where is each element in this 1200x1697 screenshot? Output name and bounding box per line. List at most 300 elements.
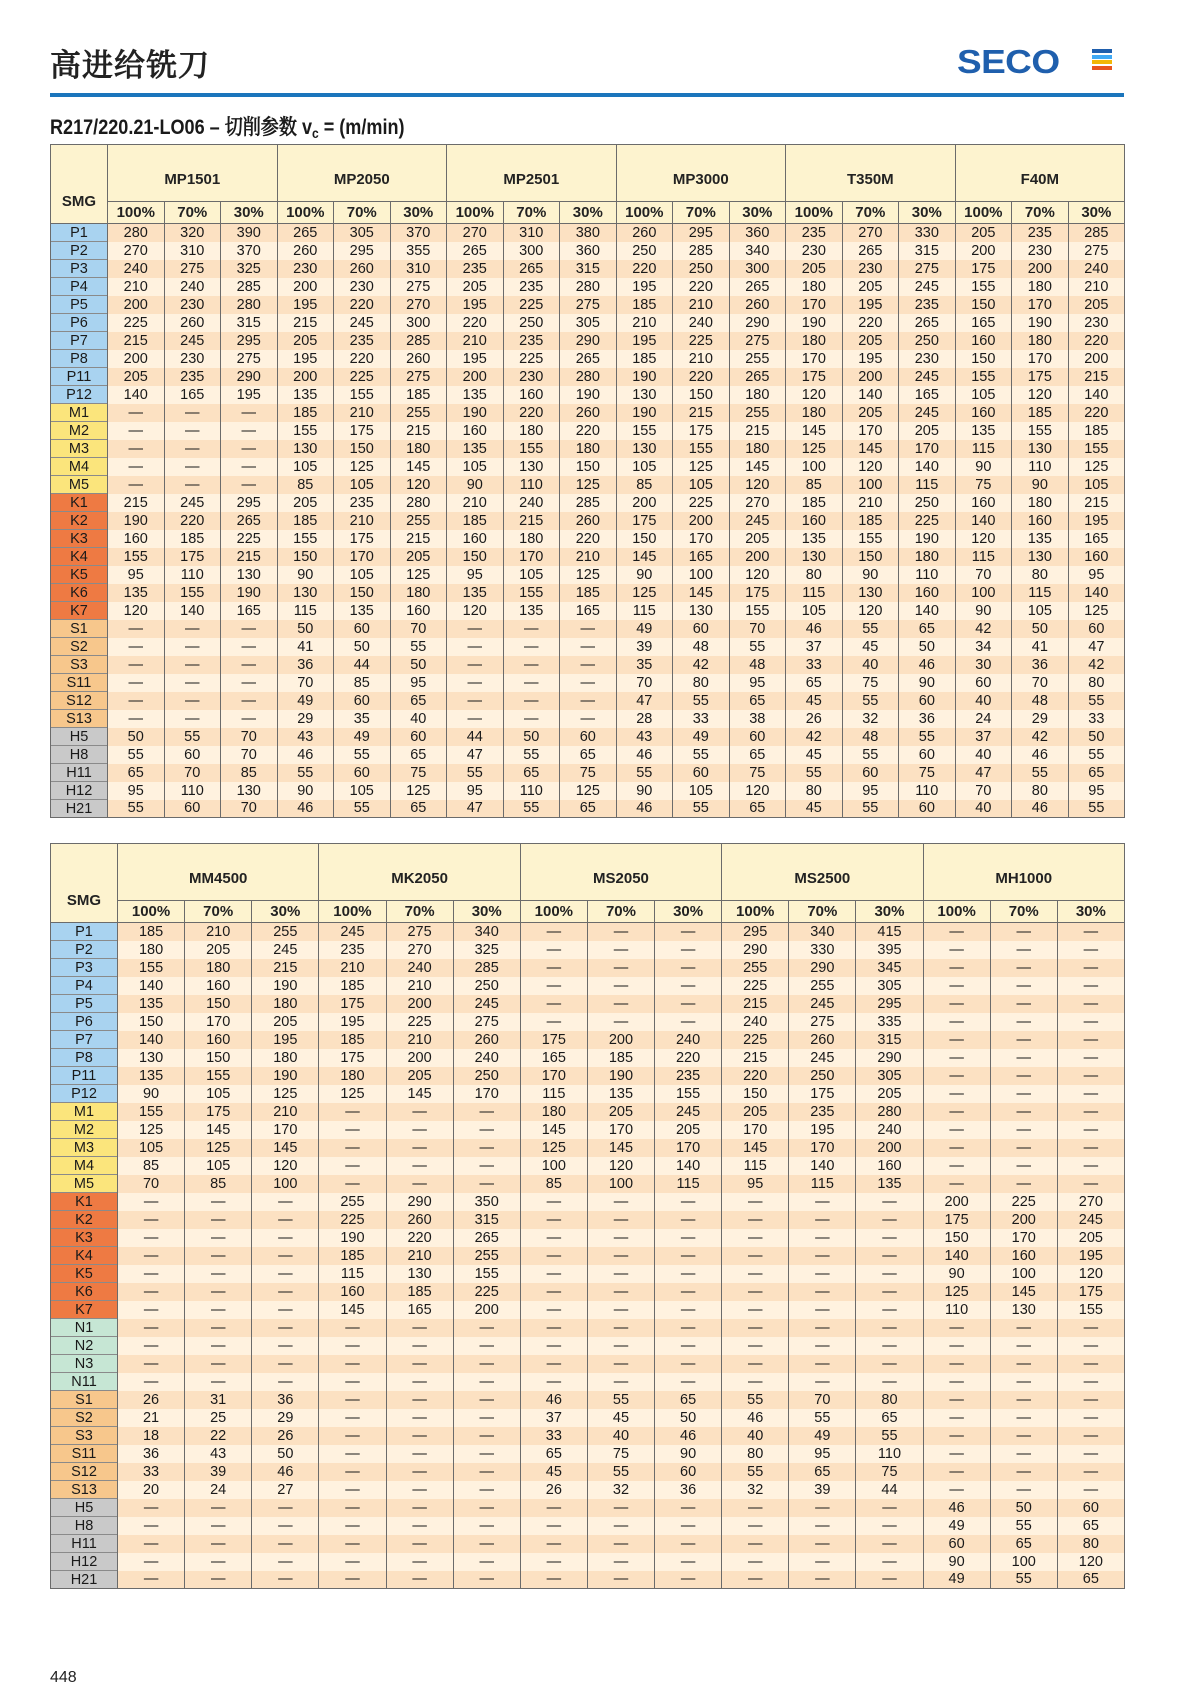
cutting-speed-cell: 165 (164, 386, 221, 404)
cutting-speed-cell: 250 (616, 242, 673, 260)
cutting-data-table-2 (50, 843, 1125, 1589)
cutting-speed-cell: — (185, 1373, 252, 1391)
cutting-speed-cell: — (587, 1301, 654, 1319)
cutting-speed-cell: 70 (221, 728, 278, 746)
engagement-percent-header: 100% (616, 202, 673, 224)
cutting-speed-cell: — (118, 1319, 185, 1337)
cutting-speed-cell: 46 (520, 1391, 587, 1409)
cutting-speed-cell: 220 (673, 368, 730, 386)
smg-cell: K7 (51, 1301, 118, 1319)
cutting-speed-cell: 50 (503, 728, 560, 746)
table-row (51, 512, 1125, 530)
cutting-speed-cell: 185 (277, 512, 334, 530)
cutting-speed-cell: 180 (503, 422, 560, 440)
cutting-speed-cell: 70 (221, 800, 278, 818)
cutting-speed-cell: 35 (616, 656, 673, 674)
cutting-speed-cell: 41 (277, 638, 334, 656)
cutting-speed-cell: — (185, 1211, 252, 1229)
smg-cell: K4 (51, 1247, 118, 1265)
smg-header: SMG (51, 844, 118, 923)
cutting-speed-cell: — (587, 1373, 654, 1391)
cutting-speed-cell: 105 (334, 566, 391, 584)
cutting-speed-cell: 130 (616, 440, 673, 458)
cutting-speed-cell: 390 (221, 224, 278, 242)
cutting-speed-cell: 180 (729, 440, 786, 458)
cutting-speed-cell: — (587, 1553, 654, 1571)
cutting-speed-cell: 215 (503, 512, 560, 530)
cutting-speed-cell: 225 (334, 368, 391, 386)
cutting-speed-cell: — (164, 404, 221, 422)
cutting-speed-cell: 185 (560, 584, 617, 602)
cutting-speed-cell: 105 (673, 782, 730, 800)
cutting-speed-cell: 135 (786, 530, 843, 548)
cutting-speed-cell: — (319, 1175, 386, 1193)
cutting-speed-cell: 120 (842, 602, 899, 620)
cutting-speed-cell: 220 (842, 314, 899, 332)
cutting-speed-cell: — (722, 1571, 789, 1589)
cutting-speed-cell: 245 (164, 332, 221, 350)
cutting-speed-cell: 225 (108, 314, 165, 332)
cutting-speed-cell: 36 (252, 1391, 319, 1409)
cutting-speed-cell: 115 (319, 1265, 386, 1283)
cutting-speed-cell: 245 (334, 314, 391, 332)
cutting-speed-cell: 235 (655, 1067, 722, 1085)
cutting-speed-cell: — (520, 1247, 587, 1265)
smg-cell: P8 (51, 1049, 118, 1067)
table-row (51, 710, 1125, 728)
cutting-speed-cell: 60 (334, 764, 391, 782)
cutting-speed-cell: 350 (453, 1193, 520, 1211)
engagement-percent-header: 100% (520, 901, 587, 923)
cutting-speed-cell: 60 (164, 746, 221, 764)
table-row (51, 1499, 1125, 1517)
cutting-speed-cell: 265 (729, 368, 786, 386)
cutting-speed-cell: 220 (503, 404, 560, 422)
cutting-speed-cell: 105 (118, 1139, 185, 1157)
cutting-speed-cell: 70 (118, 1175, 185, 1193)
cutting-speed-cell: — (789, 1283, 856, 1301)
cutting-speed-cell: 115 (277, 602, 334, 620)
cutting-speed-cell: — (655, 941, 722, 959)
cutting-speed-cell: 65 (655, 1391, 722, 1409)
smg-cell: N11 (51, 1373, 118, 1391)
cutting-speed-cell: 125 (185, 1139, 252, 1157)
cutting-speed-cell: — (386, 1535, 453, 1553)
cutting-speed-cell: 95 (390, 674, 447, 692)
cutting-speed-cell: 110 (856, 1445, 923, 1463)
cutting-speed-cell: — (990, 1337, 1057, 1355)
cutting-speed-cell: 290 (789, 959, 856, 977)
cutting-speed-cell: — (655, 1373, 722, 1391)
cutting-speed-cell: — (447, 638, 504, 656)
cutting-speed-cell: 355 (390, 242, 447, 260)
cutting-speed-cell: — (185, 1265, 252, 1283)
table-row (51, 1553, 1125, 1571)
cutting-speed-cell: — (108, 692, 165, 710)
smg-cell: H21 (51, 800, 108, 818)
cutting-speed-cell: 22 (185, 1427, 252, 1445)
table-row (51, 1301, 1125, 1319)
cutting-speed-cell: 230 (842, 260, 899, 278)
cutting-speed-cell: 125 (673, 458, 730, 476)
cutting-speed-cell: 315 (453, 1211, 520, 1229)
cutting-speed-cell: — (520, 1229, 587, 1247)
cutting-speed-cell: — (587, 1265, 654, 1283)
cutting-speed-cell: 18 (118, 1427, 185, 1445)
cutting-speed-cell: 210 (386, 977, 453, 995)
cutting-speed-cell: 290 (386, 1193, 453, 1211)
cutting-speed-cell: 47 (1068, 638, 1125, 656)
cutting-speed-cell: 155 (453, 1265, 520, 1283)
cutting-speed-cell: 215 (221, 548, 278, 566)
cutting-speed-cell: 225 (503, 296, 560, 314)
cutting-speed-cell: 265 (453, 1229, 520, 1247)
cutting-speed-cell: 95 (447, 566, 504, 584)
cutting-speed-cell: — (923, 1139, 990, 1157)
cutting-speed-cell: 55 (789, 1409, 856, 1427)
cutting-speed-cell: — (856, 1373, 923, 1391)
cutting-speed-cell: 40 (587, 1427, 654, 1445)
cutting-speed-cell: 205 (587, 1103, 654, 1121)
cutting-speed-cell: 50 (334, 638, 391, 656)
engagement-percent-header: 70% (990, 901, 1057, 923)
cutting-speed-cell: — (789, 1571, 856, 1589)
cutting-speed-cell: — (252, 1499, 319, 1517)
cutting-speed-cell: — (1057, 1391, 1124, 1409)
cutting-speed-cell: — (386, 1319, 453, 1337)
cutting-speed-cell: 340 (729, 242, 786, 260)
cutting-speed-cell: — (453, 1571, 520, 1589)
cutting-speed-cell: — (520, 1301, 587, 1319)
cutting-speed-cell: 205 (655, 1121, 722, 1139)
cutting-speed-cell: 70 (616, 674, 673, 692)
cutting-speed-cell: 205 (899, 422, 956, 440)
cutting-speed-cell: — (520, 1517, 587, 1535)
engagement-percent-header: 70% (842, 202, 899, 224)
cutting-speed-cell: 210 (108, 278, 165, 296)
cutting-speed-cell: 34 (955, 638, 1012, 656)
cutting-speed-cell: 175 (164, 548, 221, 566)
cutting-speed-cell: — (118, 1517, 185, 1535)
cutting-speed-cell: 220 (655, 1049, 722, 1067)
table-row (51, 368, 1125, 386)
cutting-speed-cell: 105 (277, 458, 334, 476)
cutting-speed-cell: 245 (729, 512, 786, 530)
table-row (51, 995, 1125, 1013)
cutting-speed-cell: 46 (277, 800, 334, 818)
smg-cell: K7 (51, 602, 108, 620)
cutting-speed-cell: — (386, 1337, 453, 1355)
cutting-speed-cell: 215 (252, 959, 319, 977)
cutting-speed-cell: 240 (453, 1049, 520, 1067)
engagement-percent-header: 100% (447, 202, 504, 224)
cutting-speed-cell: — (453, 1373, 520, 1391)
smg-cell: H8 (51, 1517, 118, 1535)
cutting-speed-cell: — (319, 1121, 386, 1139)
cutting-speed-cell: 270 (729, 494, 786, 512)
cutting-speed-cell: — (856, 1193, 923, 1211)
cutting-speed-cell: — (118, 1193, 185, 1211)
caption-subscript: c (312, 125, 319, 141)
cutting-speed-cell: — (319, 1427, 386, 1445)
table-row (51, 923, 1125, 941)
cutting-speed-cell: 180 (520, 1103, 587, 1121)
cutting-speed-cell: — (453, 1103, 520, 1121)
cutting-speed-cell: 120 (955, 530, 1012, 548)
cutting-speed-cell: — (453, 1139, 520, 1157)
cutting-speed-cell: 42 (786, 728, 843, 746)
table-row (51, 1175, 1125, 1193)
cutting-speed-cell: 240 (655, 1031, 722, 1049)
cutting-speed-cell: — (118, 1283, 185, 1301)
cutting-speed-cell: 145 (786, 422, 843, 440)
cutting-speed-cell: — (587, 1535, 654, 1553)
cutting-speed-cell: 200 (108, 296, 165, 314)
cutting-speed-cell: 195 (616, 278, 673, 296)
cutting-speed-cell: — (655, 1301, 722, 1319)
cutting-speed-cell: 90 (118, 1085, 185, 1103)
cutting-speed-cell: 41 (1012, 638, 1069, 656)
cutting-speed-cell: 135 (447, 386, 504, 404)
smg-cell: P4 (51, 278, 108, 296)
engagement-percent-header: 30% (560, 202, 617, 224)
cutting-speed-cell: 65 (503, 764, 560, 782)
cutting-speed-cell: — (856, 1553, 923, 1571)
table-row (51, 260, 1125, 278)
cutting-speed-cell: 200 (108, 350, 165, 368)
cutting-speed-cell: 245 (319, 923, 386, 941)
cutting-speed-cell: 48 (729, 656, 786, 674)
cutting-speed-cell: 70 (955, 782, 1012, 800)
cutting-speed-cell: 210 (334, 404, 391, 422)
cutting-speed-cell: — (386, 1445, 453, 1463)
cutting-speed-cell: — (789, 1337, 856, 1355)
cutting-speed-cell: — (185, 1229, 252, 1247)
cutting-speed-cell: 190 (899, 530, 956, 548)
cutting-speed-cell: 110 (923, 1301, 990, 1319)
cutting-speed-cell: — (221, 656, 278, 674)
cutting-speed-cell: 315 (856, 1031, 923, 1049)
cutting-speed-cell: — (447, 674, 504, 692)
cutting-speed-cell: 80 (1012, 782, 1069, 800)
cutting-speed-cell: 300 (390, 314, 447, 332)
cutting-speed-cell: 195 (1068, 512, 1125, 530)
cutting-speed-cell: 45 (842, 638, 899, 656)
engagement-percent-header: 70% (673, 202, 730, 224)
cutting-speed-cell: 60 (334, 620, 391, 638)
cutting-speed-cell: 260 (560, 512, 617, 530)
cutting-speed-cell: 150 (955, 350, 1012, 368)
cutting-speed-cell: 24 (185, 1481, 252, 1499)
engagement-percent-header: 100% (722, 901, 789, 923)
cutting-speed-cell: 75 (842, 674, 899, 692)
cutting-speed-cell: — (1057, 1463, 1124, 1481)
cutting-speed-cell: 135 (447, 440, 504, 458)
cutting-speed-cell: — (386, 1157, 453, 1175)
cutting-speed-cell: 80 (856, 1391, 923, 1409)
cutting-speed-cell: 125 (560, 566, 617, 584)
cutting-speed-cell: 210 (252, 1103, 319, 1121)
cutting-speed-cell: 47 (955, 764, 1012, 782)
cutting-speed-cell: — (520, 959, 587, 977)
cutting-speed-cell: 75 (899, 764, 956, 782)
cutting-speed-cell: 210 (842, 494, 899, 512)
cutting-speed-cell: — (503, 692, 560, 710)
grade-header: MS2050 (520, 844, 721, 901)
cutting-speed-cell: 245 (899, 404, 956, 422)
cutting-speed-cell: 60 (390, 728, 447, 746)
cutting-speed-cell: 280 (108, 224, 165, 242)
cutting-speed-cell: — (386, 1409, 453, 1427)
cutting-speed-cell: 140 (899, 458, 956, 476)
cutting-speed-cell: 165 (673, 548, 730, 566)
cutting-speed-cell: — (108, 674, 165, 692)
cutting-speed-cell: 160 (856, 1157, 923, 1175)
cutting-speed-cell: 230 (1012, 242, 1069, 260)
cutting-speed-cell: 205 (842, 404, 899, 422)
cutting-speed-cell: 65 (1057, 1571, 1124, 1589)
cutting-speed-cell: 95 (1068, 782, 1125, 800)
cutting-speed-cell: 225 (990, 1193, 1057, 1211)
cutting-speed-cell: 90 (277, 782, 334, 800)
cutting-speed-cell: — (520, 1211, 587, 1229)
cutting-speed-cell: 255 (722, 959, 789, 977)
cutting-speed-cell: 55 (673, 800, 730, 818)
engagement-percent-header: 30% (252, 901, 319, 923)
cutting-speed-cell: 150 (447, 548, 504, 566)
cutting-speed-cell: 55 (1012, 764, 1069, 782)
cutting-speed-cell: — (164, 422, 221, 440)
cutting-speed-cell: 205 (277, 494, 334, 512)
cutting-speed-cell: 80 (1012, 566, 1069, 584)
cutting-speed-cell: — (252, 1211, 319, 1229)
cutting-speed-cell: 225 (673, 494, 730, 512)
grade-header: F40M (955, 145, 1125, 202)
cutting-speed-cell: 46 (616, 800, 673, 818)
cutting-speed-cell: 37 (520, 1409, 587, 1427)
smg-cell: N3 (51, 1355, 118, 1373)
cutting-speed-cell: — (453, 1391, 520, 1409)
cutting-speed-cell: 190 (587, 1067, 654, 1085)
cutting-speed-cell: 275 (453, 1013, 520, 1031)
cutting-speed-cell: 135 (856, 1175, 923, 1193)
cutting-speed-cell: 265 (842, 242, 899, 260)
cutting-speed-cell: 180 (729, 386, 786, 404)
table-row (51, 1085, 1125, 1103)
cutting-speed-cell: — (453, 1337, 520, 1355)
cutting-speed-cell: 240 (164, 278, 221, 296)
cutting-speed-cell: 175 (1012, 368, 1069, 386)
cutting-speed-cell: 260 (390, 350, 447, 368)
cutting-speed-cell: 185 (616, 296, 673, 314)
smg-cell: H12 (51, 1553, 118, 1571)
cutting-speed-cell: 185 (786, 494, 843, 512)
cutting-speed-cell: 145 (587, 1139, 654, 1157)
cutting-speed-cell: — (923, 1409, 990, 1427)
cutting-speed-cell: 135 (587, 1085, 654, 1103)
cutting-speed-cell: 150 (923, 1229, 990, 1247)
cutting-speed-cell: — (252, 1355, 319, 1373)
table-row (51, 1355, 1125, 1373)
cutting-speed-cell: 195 (789, 1121, 856, 1139)
cutting-speed-cell: 50 (1068, 728, 1125, 746)
table-row (51, 1535, 1125, 1553)
table-row (51, 674, 1125, 692)
cutting-speed-cell: 220 (560, 422, 617, 440)
cutting-speed-cell: 45 (786, 746, 843, 764)
cutting-speed-cell: 35 (334, 710, 391, 728)
cutting-speed-cell: 55 (108, 746, 165, 764)
cutting-speed-cell: — (856, 1229, 923, 1247)
cutting-speed-cell: 135 (277, 386, 334, 404)
cutting-speed-cell: — (923, 995, 990, 1013)
cutting-speed-cell: 175 (334, 530, 391, 548)
cutting-speed-cell: 60 (842, 764, 899, 782)
cutting-speed-cell: 195 (447, 296, 504, 314)
cutting-speed-cell: 45 (520, 1463, 587, 1481)
cutting-speed-cell: 165 (955, 314, 1012, 332)
cutting-speed-cell: 130 (277, 584, 334, 602)
cutting-speed-cell: 105 (185, 1085, 252, 1103)
cutting-speed-cell: 21 (118, 1409, 185, 1427)
cutting-speed-cell: 70 (164, 764, 221, 782)
cutting-speed-cell: 200 (673, 512, 730, 530)
cutting-speed-cell: 180 (503, 530, 560, 548)
cutting-speed-cell: 240 (503, 494, 560, 512)
cutting-speed-cell: — (319, 1103, 386, 1121)
cutting-speed-cell: 160 (955, 494, 1012, 512)
cutting-speed-cell: 50 (390, 656, 447, 674)
cutting-speed-cell: 315 (560, 260, 617, 278)
cutting-speed-cell: 145 (252, 1139, 319, 1157)
cutting-speed-cell: 270 (1057, 1193, 1124, 1211)
cutting-speed-cell: 48 (673, 638, 730, 656)
cutting-speed-cell: 155 (503, 440, 560, 458)
engagement-percent-header: 70% (1012, 202, 1069, 224)
cutting-speed-cell: — (118, 1499, 185, 1517)
cutting-speed-cell: — (164, 620, 221, 638)
cutting-speed-cell: 250 (453, 977, 520, 995)
cutting-speed-cell: 225 (319, 1211, 386, 1229)
cutting-speed-cell: 65 (789, 1463, 856, 1481)
cutting-speed-cell: — (587, 923, 654, 941)
cutting-speed-cell: 195 (1057, 1247, 1124, 1265)
cutting-speed-cell: — (520, 1193, 587, 1211)
cutting-speed-cell: 190 (447, 404, 504, 422)
cutting-speed-cell: 145 (673, 584, 730, 602)
cutting-speed-cell: 305 (856, 977, 923, 995)
cutting-speed-cell: 175 (520, 1031, 587, 1049)
cutting-speed-cell: 235 (1012, 224, 1069, 242)
cutting-speed-cell: 260 (277, 242, 334, 260)
cutting-speed-cell: 235 (503, 332, 560, 350)
caption-suffix: = (m/min) (318, 116, 405, 139)
cutting-speed-cell: 265 (899, 314, 956, 332)
cutting-speed-cell: 275 (729, 332, 786, 350)
cutting-speed-cell: — (990, 1121, 1057, 1139)
cutting-speed-cell: 180 (390, 440, 447, 458)
table-row (51, 584, 1125, 602)
table-row (51, 782, 1125, 800)
cutting-speed-cell: 170 (334, 548, 391, 566)
cutting-speed-cell: 395 (856, 941, 923, 959)
cutting-speed-cell: 170 (1012, 350, 1069, 368)
cutting-speed-cell: — (386, 1391, 453, 1409)
cutting-speed-cell: 26 (520, 1481, 587, 1499)
cutting-speed-cell: — (520, 1499, 587, 1517)
cutting-speed-cell: — (386, 1139, 453, 1157)
cutting-speed-cell: 95 (722, 1175, 789, 1193)
